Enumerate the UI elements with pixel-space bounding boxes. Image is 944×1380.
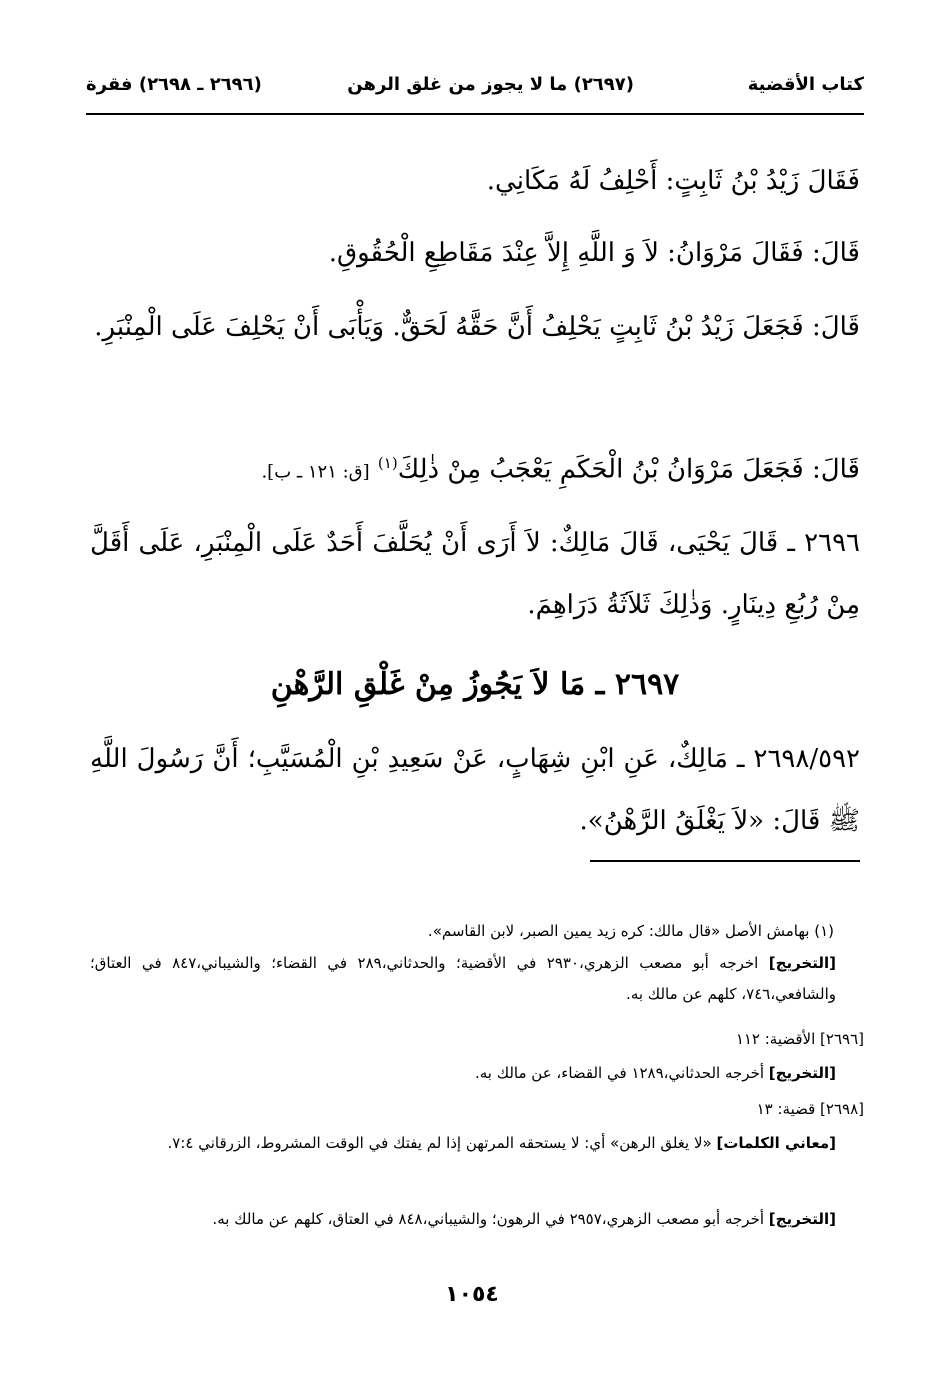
text-paragraph-1: فَقَالَ زَيْدُ بْنُ ثَابِتٍ: أَحْلِفُ لَهُ مَكَانِي. bbox=[486, 166, 860, 196]
header-book-title: كتاب الأقضية bbox=[747, 74, 864, 95]
header-chapter-title: (٢٦٩٧) ما لا يجوز من غلق الرهن bbox=[347, 74, 634, 95]
paragraph-4-text: قَالَ: فَجَعَلَ مَرْوَانُ بْنُ الْحَكَمِ يَعْجَبُ مِنْ ذٰلِكَ bbox=[397, 454, 860, 485]
footnote-word-meanings bbox=[90, 1128, 864, 1159]
footnote-2696-ref: [٢٦٩٦] الأقضية: ١١٢ bbox=[735, 1030, 864, 1048]
text-paragraph-2696: ٢٦٩٦ ـ قَالَ يَحْيَى، قَالَ مَالِكٌ: لاَ أَرَى أَنْ يُحَلَّفَ أَحَدٌ عَلَى الْمِنْبَرِ، عَلَى أَقَلَّ مِنْ رُبُعِ دِينَارٍ. وَذٰلِكَ ثَلاَثَةُ دَرَاهِمَ. bbox=[90, 528, 860, 620]
footnote-takhrij-1 bbox=[90, 948, 864, 1010]
footnote-2698-ref: [٢٦٩٨] قضية: ١٣ bbox=[756, 1100, 864, 1118]
running-header bbox=[86, 74, 864, 106]
text-paragraph-4 bbox=[90, 432, 860, 504]
takhrij-text: اخرجه أبو مصعب الزهري،٢٩٣٠ في الأقضية؛ والحدثاني،٢٨٩ في القضاء؛ والشيباني،٨٤٧ في العتاق؛ والشافعي،٧٤٦، كلهم عن مالك به. bbox=[90, 954, 836, 1003]
manuscript-reference: [ق: ١٢١ ـ ب]. bbox=[261, 461, 370, 483]
chapter-heading: ٢٦٩٧ ـ مَا لاَ يَجُوزُ مِنْ غَلْقِ الرَّهْنِ bbox=[270, 667, 680, 702]
text-paragraph-2: قَالَ: فَقَالَ مَرْوَانُ: لاَ وَ اللَّهِ إِلاَّ عِنْدَ مَقَاطِعِ الْحُقُوقِ. bbox=[328, 238, 860, 268]
takhrij-label: [التخريج] bbox=[768, 954, 836, 972]
footnote-marker: (١) bbox=[377, 454, 398, 472]
text-paragraph-3: قَالَ: فَجَعَلَ زَيْدُ بْنُ ثَابِتٍ يَحْلِفُ أَنَّ حَقَّهُ لَحَقٌّ. وَيَأْبَى أَنْ يَحْلِفَ عَلَى الْمِنْبَرِ. bbox=[94, 312, 860, 342]
header-paragraph-range: (٢٦٩٦ ـ ٢٦٩٨) فقرة bbox=[86, 74, 262, 95]
meanings-text: «لا يغلق الرهن» أي: لا يستحقه المرتهن إذا لم يفتك في الوقت المشروط، الزرقاني ٧:٤. bbox=[167, 1134, 717, 1152]
takhrij-label: [التخريج] bbox=[768, 1064, 836, 1082]
meanings-label: [معاني الكلمات] bbox=[716, 1134, 836, 1152]
footnote-takhrij-3 bbox=[90, 1204, 864, 1235]
footnote-1: (١) بهامش الأصل «قال مالك: كره زيد يمين الصبر، لابن القاسم». bbox=[427, 922, 834, 940]
page-number: ١٠٥٤ bbox=[445, 1282, 499, 1307]
takhrij-text: أخرجه الحدثاني،١٢٨٩ في القضاء، عن مالك به. bbox=[474, 1064, 769, 1082]
footnote-divider bbox=[590, 860, 860, 862]
takhrij-label: [التخريج] bbox=[768, 1210, 836, 1228]
footnote-takhrij-2 bbox=[90, 1058, 864, 1089]
header-divider bbox=[86, 113, 864, 115]
text-paragraph-2698: ٢٦٩٨/٥٩٢ ـ مَالِكٌ، عَنِ ابْنِ شِهَابٍ، عَنْ سَعِيدِ بْنِ الْمُسَيَّبِ؛ أَنَّ رَسُولَ اللَّهِ ﷺ قَالَ: «لاَ يَغْلَقُ الرَّهْنُ». bbox=[90, 744, 860, 836]
takhrij-text: أخرجه أبو مصعب الزهري،٢٩٥٧ في الرهون؛ والشيباني،٨٤٨ في العتاق، كلهم عن مالك به. bbox=[212, 1210, 769, 1228]
